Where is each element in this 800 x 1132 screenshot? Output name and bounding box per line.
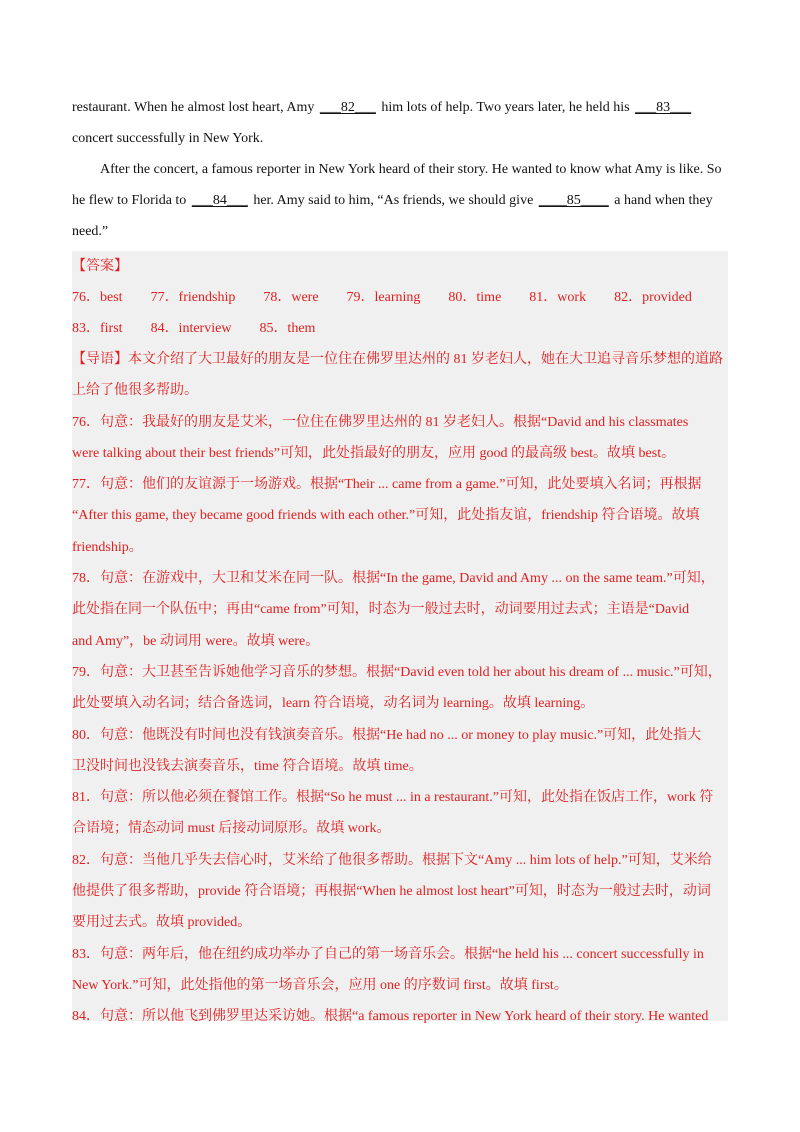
passage-line bbox=[72, 185, 728, 216]
explanation-line: 上给了他很多帮助。 bbox=[72, 383, 198, 399]
explanation-line: 80．句意：他既没有时间也没有钱演奏音乐。根据“He had no ... or money to play music.”可知，此处指大 bbox=[72, 727, 702, 743]
explanation-list bbox=[72, 344, 728, 1033]
explanation-line: 合语境；情态动词 must 后接动词原形。故填 work。 bbox=[72, 821, 391, 837]
answer-item: 78．were bbox=[263, 290, 319, 305]
answer-item: 80．time bbox=[448, 290, 502, 305]
answers-row bbox=[72, 282, 728, 313]
answer-item: 84．interview bbox=[150, 321, 232, 336]
answer-section bbox=[72, 251, 728, 1025]
explanation-line: 77．句意：他们的友谊源于一场游戏。根据“Their ... came from a game.”可知，此处要填入名词；再根据 bbox=[72, 477, 702, 493]
answer-item: 83．first bbox=[72, 321, 123, 336]
blank-82: ___82___ bbox=[319, 100, 376, 115]
explanation-line: 81．句意：所以他必须在餐馆工作。根据“So he must ... in a restaurant.”可知，此处指在饭店工作，work 符 bbox=[72, 790, 714, 806]
passage-line: need.” bbox=[72, 224, 109, 239]
explanation-line: 76．句意：我最好的朋友是艾米，一位住在佛罗里达州的 81 岁老妇人。根据“David and his classmates bbox=[72, 414, 689, 430]
explanation-line: “After this game, they became good friends with each other.”可知，此处指友谊，friendship 符合语境。故填 bbox=[72, 508, 700, 524]
text: a hand when they bbox=[610, 193, 713, 208]
passage-line bbox=[72, 92, 728, 123]
text: he flew to Florida to bbox=[72, 193, 190, 208]
blank-84: ___84___ bbox=[191, 193, 248, 208]
text: restaurant. When he almost lost heart, Amy bbox=[72, 100, 318, 115]
answer-item: 85．them bbox=[259, 321, 316, 336]
answer-item: 79．learning bbox=[346, 290, 421, 305]
explanation-line: and Amy”，be 动词用 were。故填 were。 bbox=[72, 633, 320, 649]
explanation-line: New York.”可知，此处指他的第一场音乐会，应用 one 的序数词 first。故填 first。 bbox=[72, 977, 568, 993]
text: her. Amy said to him, “As friends, we should give bbox=[249, 193, 537, 208]
explanation-line: friendship。 bbox=[72, 539, 143, 555]
explanation-line: 他提供了很多帮助，provide 符合语境；再根据“When he almost lost heart”可知，时态为一般过去时，动词 bbox=[72, 884, 711, 900]
explanation-line: 卫没时间也没钱去演奏音乐，time 符合语境。故填 time。 bbox=[72, 758, 423, 774]
answer-item: 81．work bbox=[529, 290, 587, 305]
explanation-line: 82．句意：当他几乎失去信心时，艾米给了他很多帮助。根据下文“Amy ... him lots of help.”可知，艾米给 bbox=[72, 852, 712, 868]
passage-line: concert successfully in New York. bbox=[72, 131, 264, 146]
explanation-line: were talking about their best friends”可知，此处指最好的朋友，应用 good 的最高级 best。故填 best。 bbox=[72, 445, 676, 461]
answer-header: 【答案】 bbox=[72, 259, 128, 274]
explanation-line: 83．句意：两年后，他在纽约成功举办了自己的第一场音乐会。根据“he held his ... concert successfully in bbox=[72, 946, 704, 962]
explanation-line: 79．句意：大卫甚至告诉她他学习音乐的梦想。根据“David even told her about his dream of ... music.”可知， bbox=[72, 664, 722, 680]
text: him lots of help. Two years later, he held his bbox=[377, 100, 634, 115]
explanation-line: 78．句意：在游戏中，大卫和艾米在同一队。根据“In the game, David and Amy ... on the same team.”可知， bbox=[72, 571, 715, 587]
answer-item: 77．friendship bbox=[150, 290, 236, 305]
passage bbox=[72, 92, 728, 247]
answers-row bbox=[72, 313, 728, 344]
explanation-line: 要用过去式。故填 provided。 bbox=[72, 915, 252, 931]
blank-83: ___83___ bbox=[635, 100, 692, 115]
answer-item: 82．provided bbox=[614, 290, 692, 305]
explanation-line: 84．句意：所以他飞到佛罗里达采访她。根据“a famous reporter in New York heard of their story. He wanted bbox=[72, 1009, 709, 1025]
blank-85: ____85____ bbox=[538, 193, 609, 208]
explanation-line: 【导语】本文介绍了大卫最好的朋友是一位住在佛罗里达州的 81 岁老妇人，她在大卫追寻音乐梦想的道路 bbox=[72, 352, 723, 367]
passage-line: After the concert, a famous reporter in New York heard of their story. He wanted to know what Amy is like. So bbox=[100, 162, 722, 177]
explanation-line: 此处要填入动名词；结合备选词，learn 符合语境，动名词为 learning。故填 learning。 bbox=[72, 696, 595, 712]
explanation-line: 此处指在同一个队伍中；再由“came from”可知，时态为一般过去时，动词要用过去式；主语是“David bbox=[72, 602, 690, 618]
answer-item: 76．best bbox=[72, 290, 123, 305]
